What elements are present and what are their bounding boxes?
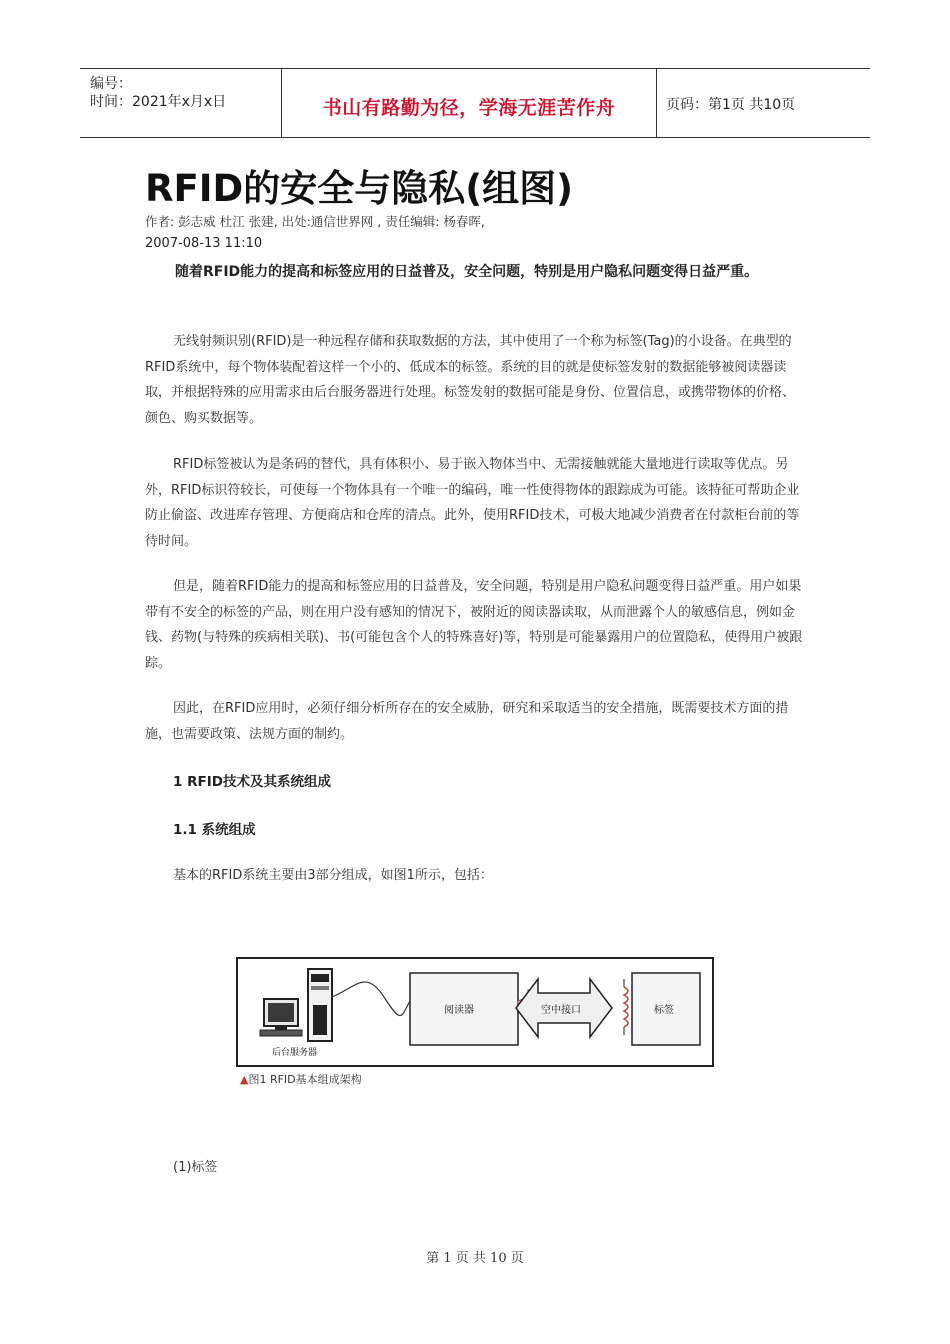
header-meta-cell [80,69,281,137]
server-label: 后台服务器 [272,1048,318,1058]
page-footer: 第 1 页 共 10 页 [426,1251,524,1266]
subsection-heading: 1.1 系统组成 [173,822,256,838]
section-heading: 1 RFID技术及其系统组成 [173,774,331,790]
code-label: 编号： [90,76,132,92]
paragraph: 无线射频识别(RFID)是一种远程存储和获取数据的方法，其中使用了一个称为标签(Tag)的小设备。在典型的RFID系统中，每个物体装配着这样一个小的、低成本的标签。系统的目的就是使标签发射的数据能够被阅读器读取，并根据特殊的应用需求由后台服务器进行处理。标签发射的数据可能是身份、位置信息，或携带物体的价格、颜色、购买数据等。 [145,334,796,426]
header-motto: 书山有路勤为径，学海无涯苦作舟 [322,97,616,119]
caption-text: 图1 RFID基本组成架构 [248,1073,362,1086]
air-interface-label: 空中接口 [541,1005,581,1016]
article-byline: 作者: 彭志威 杜江 张建, 出处:通信世界网 , 责任编辑: 杨春晖, [145,214,485,229]
header-page-cell [656,69,870,137]
intro-text: 基本的RFID系统主要由3部分组成，如图1所示，包括： [173,868,493,883]
article-date: 2007-08-13 11:10 [145,236,263,251]
server-icon [308,969,332,1041]
header-motto-cell [281,69,657,137]
paragraph: RFID标签被认为是条码的替代，具有体积小、易于嵌入物体当中、无需接触就能大量地进行读取等优点。另外，RFID标识符较长，可使每一个物体具有一个唯一的编码，唯一性使得物体的跟踪成为可能。该特征可帮助企业防止偷盗、改进库存管理、方便商店和仓库的清点。此外，使用RFID技术，可极大地减少消费者在付款柜台前的等待时间。 [145,457,800,549]
caption-marker-icon: ▲ [240,1073,249,1086]
paragraph: 但是，随着RFID能力的提高和标签应用的日益普及，安全问题，特别是用户隐私问题变得日益严重。用户如果带有不安全的标签的产品，则在用户没有感知的情况下，被附近的阅读器读取，从而泄露个人的敏感信息，例如金钱、药物(与特殊的疾病相关联)、书(可能包含个人的特殊喜好)等，特别是可能暴露用户的位置隐私，使得用户被跟踪。 [145,579,803,671]
figure-caption [240,1071,362,1087]
reader-label: 阅读器 [444,1005,474,1016]
article-title: RFID的安全与隐私(组图) [145,167,574,210]
rfid-architecture-figure [236,957,714,1067]
header-page-info: 页码：第1页 共10页 [666,97,796,113]
tag-label: 标签 [654,1005,674,1016]
rfid-diagram [236,957,714,1067]
time-label: 时间：2021年x月x日 [90,94,227,110]
computer-icon [260,999,302,1036]
paragraph: 因此，在RFID应用时，必须仔细分析所存在的安全威胁，研究和采取适当的安全措施，既需要技术方面的措施，也需要政策、法规方面的制约。 [145,701,789,742]
article-lead: 随着RFID能力的提高和标签应用的日益普及，安全问题，特别是用户隐私问题变得日益严重。 [175,264,759,280]
subsection-label: (1)标签 [173,1160,218,1175]
document-header [80,68,870,138]
